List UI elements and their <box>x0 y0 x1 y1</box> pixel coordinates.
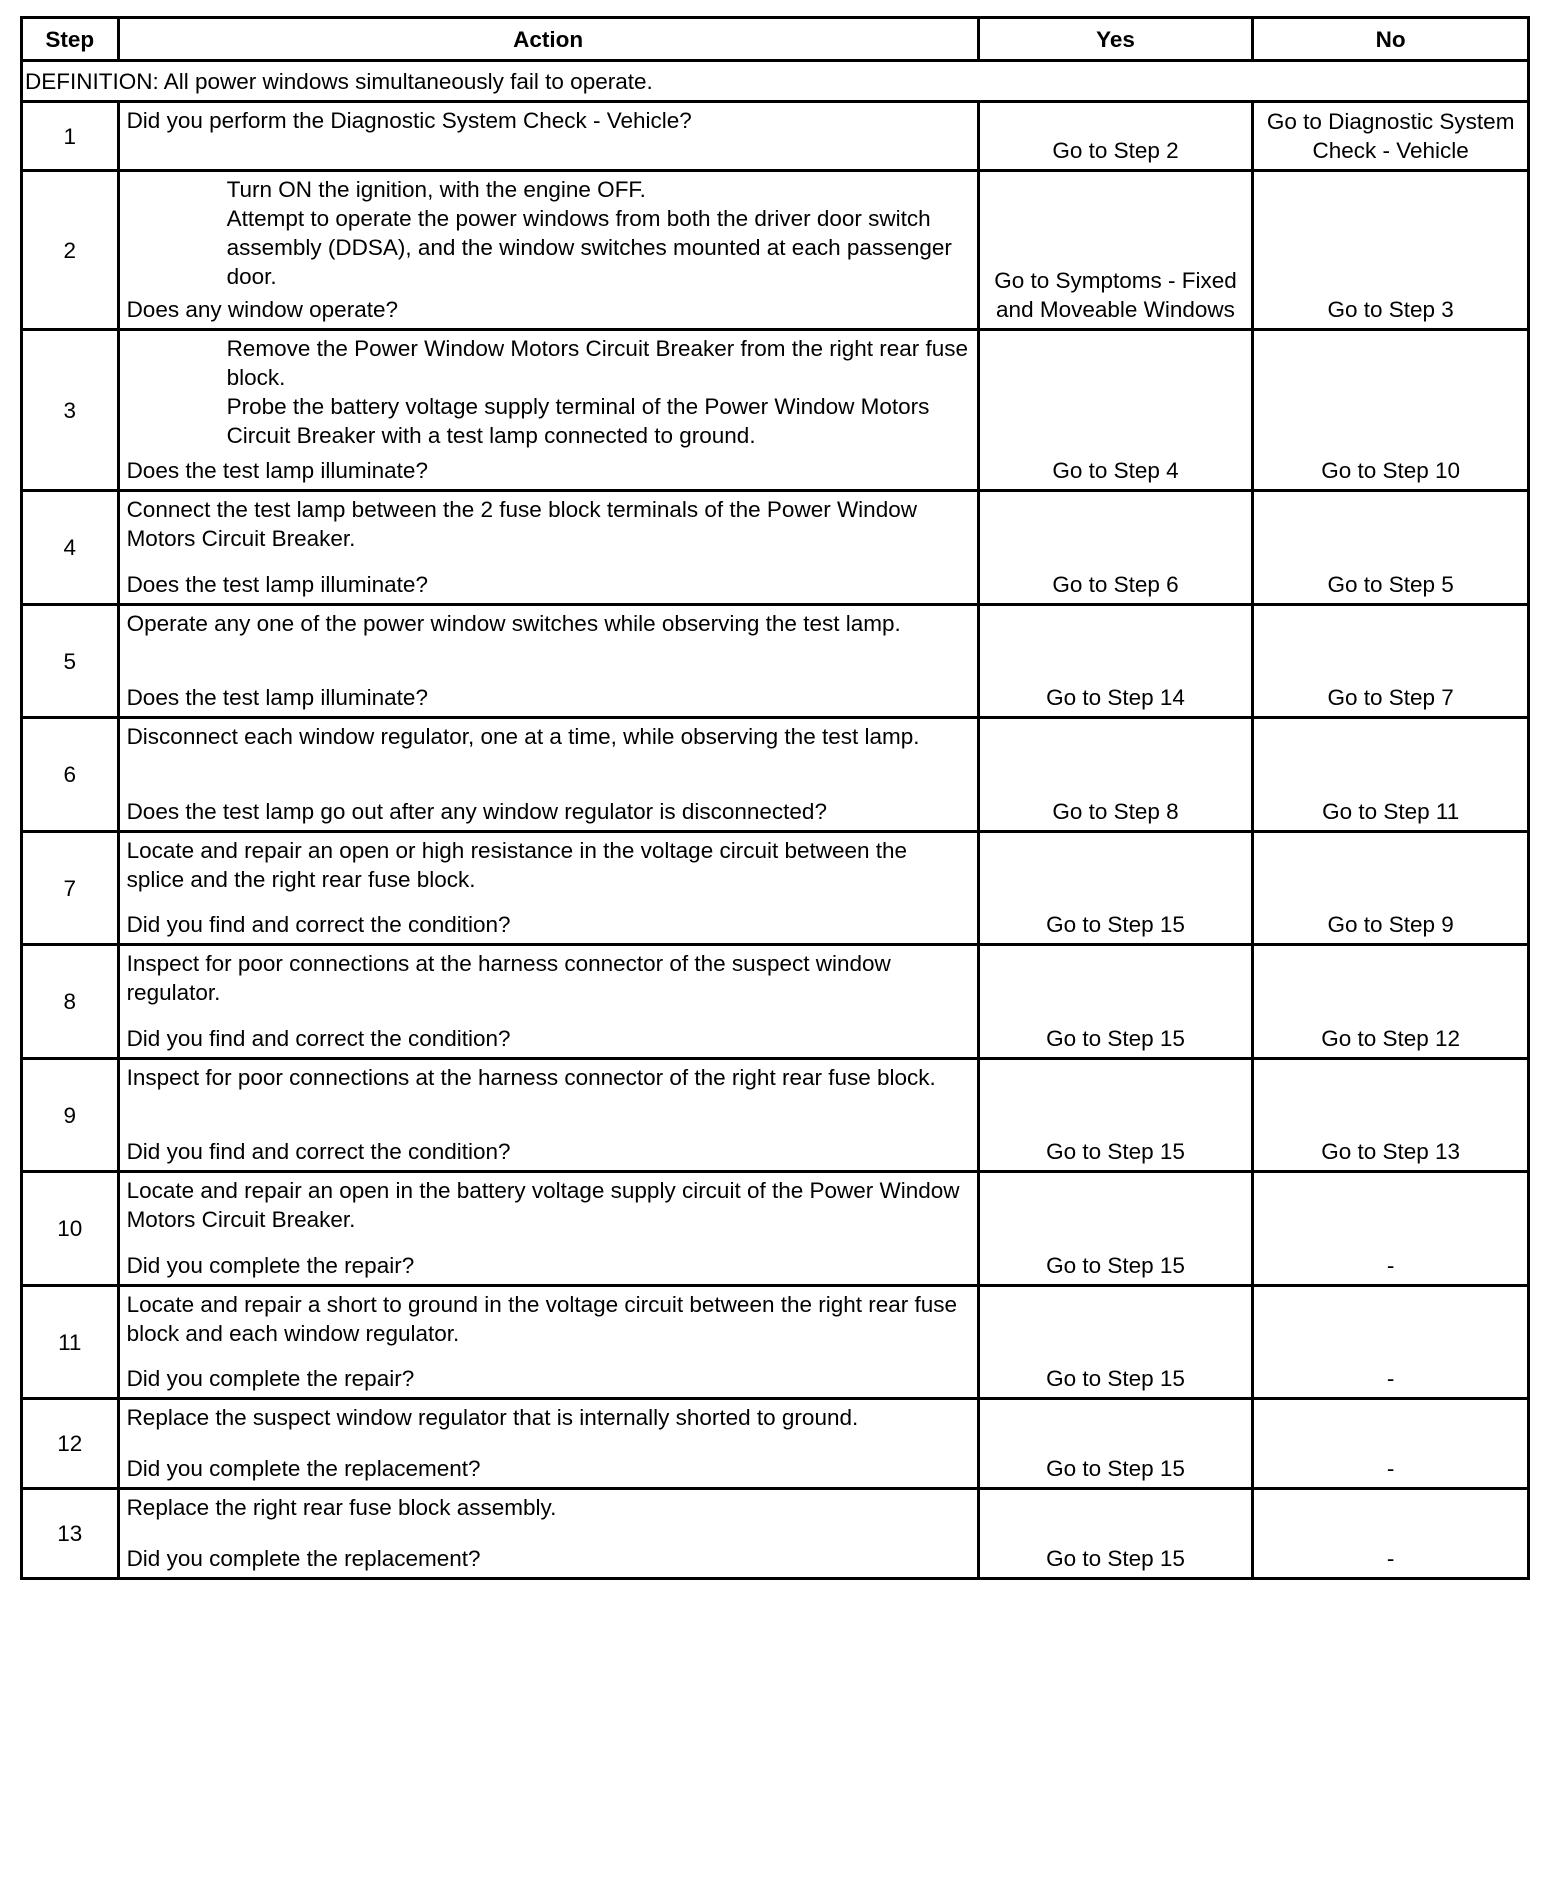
action-cell <box>118 605 978 718</box>
action-instructions <box>127 1063 969 1092</box>
action-line: Locate and repair an open or high resistance in the voltage circuit between the splice and the right rear fuse block. <box>126 838 908 892</box>
table-row <box>22 945 1529 1059</box>
step-number: 11 <box>22 1286 119 1399</box>
action-content <box>127 106 969 165</box>
no-result: Go to Step 5 <box>1253 491 1529 605</box>
no-result: - <box>1253 1172 1529 1286</box>
action-question: Did you complete the repair? <box>126 1366 415 1391</box>
yes-result: Go to Step 15 <box>978 945 1253 1059</box>
no-result: Go to Step 12 <box>1253 945 1529 1059</box>
step-number: 5 <box>22 605 119 718</box>
action-content <box>127 495 969 599</box>
header-step: Step <box>22 18 119 61</box>
action-question: Did you find and correct the condition? <box>126 1139 511 1164</box>
step-number: 7 <box>22 832 119 945</box>
table-body <box>22 61 1529 1579</box>
action-content <box>127 1176 969 1280</box>
no-result: Go to Step 10 <box>1253 330 1529 491</box>
table-row <box>22 1059 1529 1172</box>
step-number: 13 <box>22 1489 119 1579</box>
action-line: Locate and repair an open in the battery voltage supply circuit of the Power Window Motors Circuit Breaker. <box>126 1178 960 1232</box>
step-number: 6 <box>22 718 119 832</box>
action-line: Remove the Power Window Motors Circuit Breaker from the right rear fuse block. <box>226 336 969 390</box>
action-content <box>127 175 969 324</box>
step-number: 10 <box>22 1172 119 1286</box>
yes-result: Go to Symptoms - Fixed and Moveable Windows <box>978 171 1253 330</box>
yes-result: Go to Step 15 <box>978 1286 1253 1399</box>
action-instructions <box>127 334 969 450</box>
header-action: Action <box>118 18 978 61</box>
action-cell <box>118 1399 978 1489</box>
action-line: Replace the right rear fuse block assembly. <box>126 1495 557 1520</box>
definition-text: DEFINITION: All power windows simultaneously fail to operate. <box>22 61 1529 102</box>
action-cell <box>118 330 978 491</box>
yes-result: Go to Step 15 <box>978 1059 1253 1172</box>
header-no: No <box>1253 18 1529 61</box>
action-content <box>127 1403 969 1483</box>
action-instructions <box>127 495 969 553</box>
action-instructions <box>127 1493 969 1522</box>
table-row <box>22 718 1529 832</box>
action-cell <box>118 1286 978 1399</box>
no-result: - <box>1253 1399 1529 1489</box>
action-instructions <box>127 1176 969 1234</box>
action-line: Connect the test lamp between the 2 fuse block terminals of the Power Window Motors Circuit Breaker. <box>126 497 917 551</box>
action-content <box>127 1290 969 1393</box>
yes-result: Go to Step 2 <box>978 102 1253 171</box>
no-result: - <box>1253 1286 1529 1399</box>
action-line: Locate and repair a short to ground in the voltage circuit between the right rear fuse block and each window regulator. <box>126 1292 958 1346</box>
table-row <box>22 1489 1529 1579</box>
yes-result: Go to Step 15 <box>978 1399 1253 1489</box>
no-result: Go to Step 3 <box>1253 171 1529 330</box>
action-content <box>127 1063 969 1166</box>
action-line: Disconnect each window regulator, one at a time, while observing the test lamp. <box>126 724 920 749</box>
step-number: 8 <box>22 945 119 1059</box>
table-row <box>22 832 1529 945</box>
table-row <box>22 102 1529 171</box>
action-line: Turn ON the ignition, with the engine OFF. <box>226 177 646 202</box>
action-content <box>127 1493 969 1573</box>
table-row <box>22 605 1529 718</box>
action-instructions <box>127 722 969 751</box>
action-instructions <box>127 175 969 291</box>
step-number: 12 <box>22 1399 119 1489</box>
yes-result: Go to Step 15 <box>978 1172 1253 1286</box>
table-row <box>22 491 1529 605</box>
action-line: Operate any one of the power window switches while observing the test lamp. <box>126 611 901 636</box>
action-instructions <box>127 1403 969 1432</box>
action-content <box>127 334 969 485</box>
yes-result: Go to Step 4 <box>978 330 1253 491</box>
action-cell <box>118 1489 978 1579</box>
table-row <box>22 1399 1529 1489</box>
step-number: 2 <box>22 171 119 330</box>
action-line: Inspect for poor connections at the harness connector of the right rear fuse block. <box>126 1065 936 1090</box>
header-row <box>22 18 1529 61</box>
no-result: Go to Step 11 <box>1253 718 1529 832</box>
action-instructions <box>127 1290 969 1348</box>
action-question: Does the test lamp illuminate? <box>126 685 428 710</box>
action-content <box>127 609 969 712</box>
no-result: Go to Diagnostic System Check - Vehicle <box>1253 102 1529 171</box>
yes-result: Go to Step 8 <box>978 718 1253 832</box>
step-number: 3 <box>22 330 119 491</box>
action-question: Did you find and correct the condition? <box>126 1026 511 1051</box>
step-number: 1 <box>22 102 119 171</box>
yes-result: Go to Step 15 <box>978 1489 1253 1579</box>
action-cell <box>118 102 978 171</box>
action-line: Attempt to operate the power windows from both the driver door switch assembly (DDSA), and the window switches mounted at each passenger door. <box>226 206 952 289</box>
no-result: - <box>1253 1489 1529 1579</box>
definition-row <box>22 61 1529 102</box>
header-yes: Yes <box>978 18 1253 61</box>
action-cell <box>118 491 978 605</box>
no-result: Go to Step 13 <box>1253 1059 1529 1172</box>
action-question: Does the test lamp illuminate? <box>126 572 428 597</box>
action-line: Inspect for poor connections at the harness connector of the suspect window regulator. <box>126 951 891 1005</box>
no-result: Go to Step 7 <box>1253 605 1529 718</box>
step-number: 4 <box>22 491 119 605</box>
action-line: Probe the battery voltage supply terminal of the Power Window Motors Circuit Breaker with a test lamp connected to ground. <box>226 394 930 448</box>
action-question: Does the test lamp go out after any window regulator is disconnected? <box>126 799 827 824</box>
table-row <box>22 1286 1529 1399</box>
action-question: Does the test lamp illuminate? <box>126 458 428 483</box>
yes-result: Go to Step 6 <box>978 491 1253 605</box>
table-row <box>22 171 1529 330</box>
action-cell <box>118 718 978 832</box>
action-cell <box>118 832 978 945</box>
action-line: Did you perform the Diagnostic System Check - Vehicle? <box>126 108 692 133</box>
action-cell <box>118 171 978 330</box>
action-question: Did you find and correct the condition? <box>126 912 511 937</box>
action-instructions <box>127 609 969 638</box>
action-cell <box>118 1059 978 1172</box>
action-question: Did you complete the replacement? <box>126 1546 481 1571</box>
action-question: Did you complete the replacement? <box>126 1456 481 1481</box>
table-row <box>22 330 1529 491</box>
action-content <box>127 836 969 939</box>
action-cell <box>118 945 978 1059</box>
yes-result: Go to Step 15 <box>978 832 1253 945</box>
action-question: Does any window operate? <box>126 297 398 322</box>
action-instructions <box>127 106 969 135</box>
no-result: Go to Step 9 <box>1253 832 1529 945</box>
step-number: 9 <box>22 1059 119 1172</box>
action-instructions <box>127 949 969 1007</box>
action-question: Did you complete the repair? <box>126 1253 415 1278</box>
action-content <box>127 722 969 826</box>
table-row <box>22 1172 1529 1286</box>
yes-result: Go to Step 14 <box>978 605 1253 718</box>
diagnostic-table <box>20 16 1530 1580</box>
action-content <box>127 949 969 1053</box>
action-instructions <box>127 836 969 894</box>
action-cell <box>118 1172 978 1286</box>
action-line: Replace the suspect window regulator that is internally shorted to ground. <box>126 1405 859 1430</box>
